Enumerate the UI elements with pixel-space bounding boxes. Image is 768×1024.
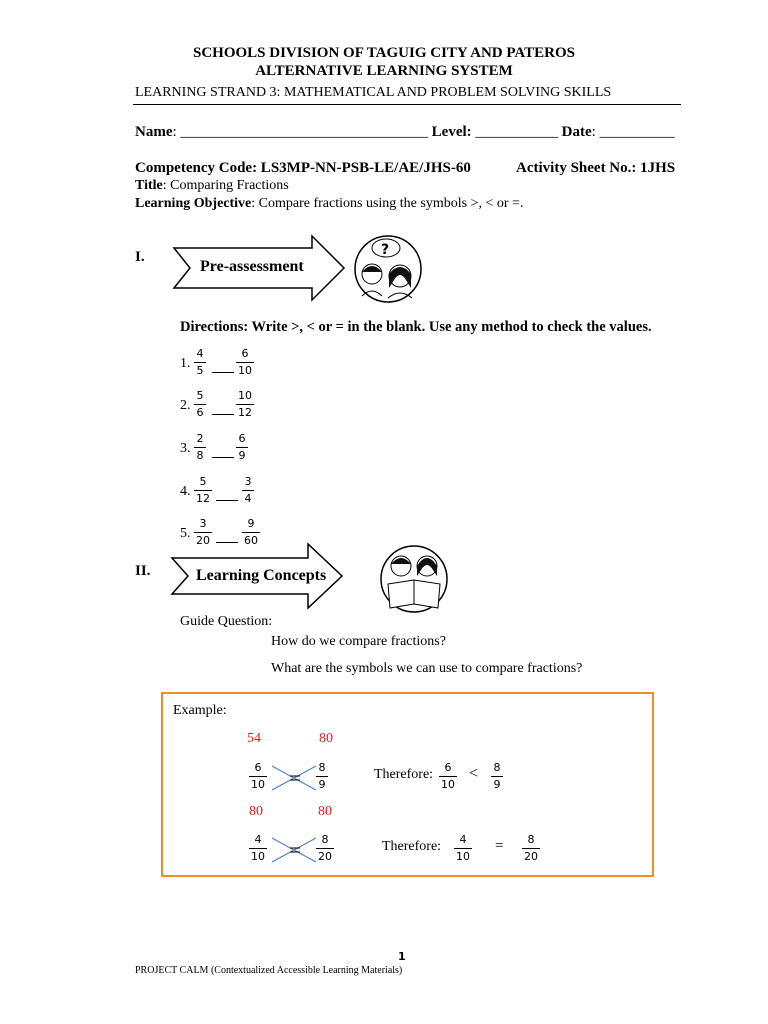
example2-result-a: 4 10 bbox=[456, 833, 470, 863]
objective-line bbox=[135, 196, 523, 212]
example2-fraction-b: 8 20 bbox=[318, 833, 332, 863]
guide-question-1: How do we compare fractions? bbox=[271, 634, 446, 649]
fraction-b: 10 12 bbox=[238, 389, 252, 419]
fraction-b: 9 60 bbox=[244, 517, 258, 547]
name-label: Name bbox=[135, 124, 173, 140]
cross-product-right: 80 bbox=[319, 731, 333, 746]
cross-product-right: 80 bbox=[318, 804, 332, 819]
item-number: 2. bbox=[180, 398, 191, 413]
item-number: 3. bbox=[180, 441, 191, 456]
answer-blank[interactable] bbox=[212, 372, 234, 373]
directions: Directions: Write >, < or = in the blank. Use any method to check the values. bbox=[180, 319, 652, 335]
fraction-a: 3 20 bbox=[196, 517, 210, 547]
fraction-b: 6 10 bbox=[238, 347, 252, 377]
example2-result-b: 8 20 bbox=[524, 833, 538, 863]
title-label: Title bbox=[135, 178, 163, 193]
name-level-date-row bbox=[135, 124, 675, 141]
strand-heading: LEARNING STRAND 3: MATHEMATICAL AND PROBLEM SOLVING SKILLS bbox=[135, 85, 612, 100]
svg-text:?: ? bbox=[381, 242, 390, 258]
fraction-a: 4 5 bbox=[194, 347, 206, 377]
cross-product-left: 54 bbox=[247, 731, 261, 746]
answer-blank[interactable] bbox=[212, 414, 234, 415]
cross-product-left: 80 bbox=[249, 804, 263, 819]
answer-blank[interactable] bbox=[212, 457, 234, 458]
date-label: Date bbox=[561, 124, 592, 140]
title-line bbox=[135, 178, 289, 194]
answer-blank[interactable] bbox=[216, 500, 238, 501]
objective-value: : Compare fractions using the symbols >, < or =. bbox=[251, 196, 524, 211]
example2-therefore: Therefore: bbox=[382, 839, 442, 854]
header-rule bbox=[133, 104, 681, 105]
activity-sheet-no: Activity Sheet No.: 1JHS bbox=[516, 160, 676, 176]
fraction-b: 3 4 bbox=[242, 475, 254, 505]
example1-therefore: Therefore: bbox=[374, 767, 434, 782]
example1-result-b: 8 9 bbox=[491, 761, 503, 791]
guide-question-label: Guide Question: bbox=[180, 614, 273, 629]
cross-multiply-lines bbox=[270, 762, 320, 794]
section1-numeral: I. bbox=[135, 249, 145, 265]
learning-concepts-label: Learning Concepts bbox=[196, 567, 327, 584]
item-number: 4. bbox=[180, 484, 191, 499]
example-label: Example: bbox=[173, 703, 227, 718]
date-blank[interactable]: : __________ bbox=[591, 124, 675, 140]
item-number: 5. bbox=[180, 526, 191, 541]
pre-assessment-label: Pre-assessment bbox=[200, 258, 304, 275]
fraction-a: 5 12 bbox=[196, 475, 210, 505]
reading-kids-icon bbox=[374, 544, 454, 614]
example1-symbol: < bbox=[469, 765, 479, 782]
cross-multiply-lines bbox=[270, 834, 320, 866]
example2-symbol: = bbox=[495, 838, 504, 854]
system-heading: ALTERNATIVE LEARNING SYSTEM bbox=[255, 63, 513, 79]
item-number: 1. bbox=[180, 356, 191, 371]
objective-label: Learning Objective bbox=[135, 196, 252, 211]
guide-question-2: What are the symbols we can use to compare fractions? bbox=[271, 661, 583, 676]
example1-result-a: 6 10 bbox=[441, 761, 455, 791]
fraction-a: 2 8 bbox=[194, 432, 206, 462]
competency-code: Competency Code: LS3MP-NN-PSB-LE/AE/JHS-60 bbox=[135, 160, 471, 176]
fraction-a: 5 6 bbox=[194, 389, 206, 419]
level-blank[interactable]: ___________ bbox=[471, 124, 558, 140]
title-value: : Comparing Fractions bbox=[162, 178, 289, 193]
example1-fraction-a: 6 10 bbox=[251, 761, 265, 791]
division-heading: SCHOOLS DIVISION OF TAGUIG CITY AND PATEROS bbox=[192, 45, 576, 61]
example2-fraction-a: 4 10 bbox=[251, 833, 265, 863]
page-number: 1 bbox=[398, 950, 406, 963]
section2-numeral: II. bbox=[135, 563, 151, 579]
footer-project: PROJECT CALM (Contextualized Accessible Learning Materials) bbox=[135, 965, 403, 976]
fraction-b: 6 9 bbox=[236, 432, 248, 462]
thinking-kids-icon bbox=[350, 234, 426, 304]
example1-fraction-b: 8 9 bbox=[316, 761, 328, 791]
level-label: Level: bbox=[431, 124, 472, 140]
name-blank[interactable]: : _________________________________ bbox=[172, 124, 428, 140]
